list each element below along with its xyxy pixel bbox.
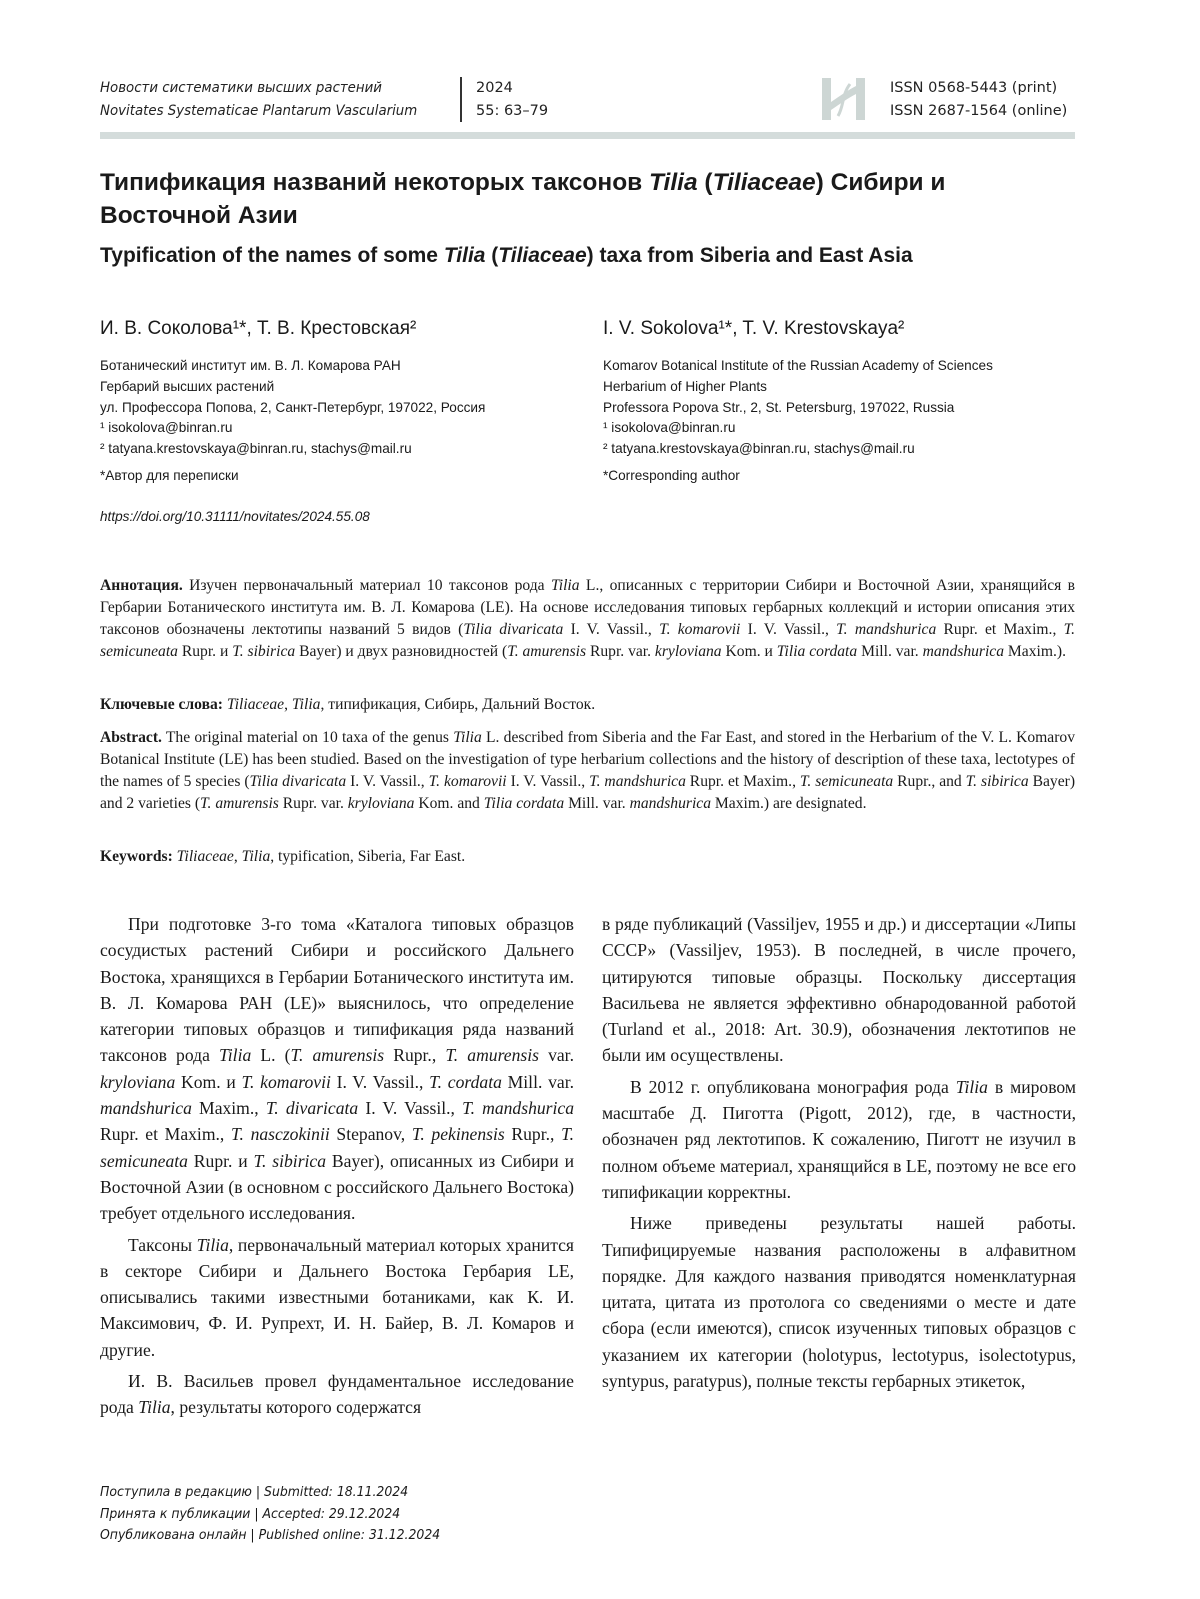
accepted-date: Принята к публикации | Accepted: 29.12.2024 [100,1506,401,1522]
keywords-en [100,846,1075,868]
email-link[interactable]: ² tatyana.krestovskaya@binran.ru, stachys@mail.ru [603,441,915,457]
keywords-label: Ключевые слова: [100,696,223,713]
aff-line: Komarov Botanical Institute of the Russian Academy of Sciences [603,358,993,373]
volume-pages: 55: 63–79 [476,103,549,119]
doi-link[interactable]: https://doi.org/10.31111/novitates/2024.55.08 [100,509,370,524]
issn [890,77,1067,123]
taxon-name: T. semicuneata [100,621,1076,660]
taxon-name: kryloviana [654,643,722,660]
taxon-name: Tilia [443,244,486,267]
keywords-ru [100,694,1075,716]
journal-name [100,77,417,123]
title-ru: Типификация названий некоторых таксонов Tilia (Tiliaceae) Сибири и Восточной Азии [100,169,946,229]
issn-online: ISSN 2687-1564 (online) [890,103,1068,119]
paragraph: В 2012 г. опубликована монография рода Tilia в мировом масштабе Д. Пиготта (Pigott, 2012), где, в частности, обозначен ряд лектотипов. К сожалению, Пиготт не изучил в полном объеме материал, хранящийся в LE, поэтому не все его типификации корректны. [602,1076,1076,1202]
taxon-name: mandshurica [922,643,1005,660]
aff-line: Herbarium of Higher Plants [603,378,767,394]
affiliation-ru [100,356,485,487]
email-link[interactable]: ¹ isokolova@binran.ru [100,420,233,436]
paragraph: Таксоны Tilia, первоначальный материал которых хранится в секторе Сибири и Дальнего Востока Гербария LE, описывались такими известными ботаниками, как К. И. Максимович, Ф. И. Рупрехт, И. Н. Байер, В. Л. Комаров и другие. [100,1234,575,1360]
taxon-name: Tilia [291,696,321,713]
taxon-name: T. amurensis [445,1045,539,1066]
taxon-name: Tiliaceae [176,848,234,865]
taxon-name: Tilia [196,1234,229,1255]
aff-line: Ботанический институт им. В. Л. Комарова РАН [100,358,401,373]
paragraph: И. В. Васильев провел фундаментальное исследование рода Tilia, результаты которого содержатся [100,1371,574,1418]
title-en: Typification of the names of some Tilia (Tiliaceae) taxa from Siberia and East Asia [100,244,913,267]
taxon-name: Tilia [138,1397,171,1418]
taxon-name: Tilia [241,848,271,865]
taxon-name: mandshurica [629,795,712,812]
email-link[interactable]: ¹ isokolova@binran.ru [603,420,736,436]
taxon-name: Tilia [453,729,482,746]
submitted-date: Поступила в редакцию | Submitted: 18.11.2024 [100,1485,409,1500]
body-column-right [602,911,1076,1399]
taxon-name: T. amurensis [290,1045,385,1066]
taxon-name: T. cordata [429,1071,502,1092]
authors-en: I. V. Sokolova¹*, T. V. Krestovskaya² [603,318,905,339]
header-divider [460,77,462,122]
paragraph: Ниже приведены результаты нашей работы. Типифицируемые названия расположены в алфавитном порядке. Для каждого названия приводятся номенклатурная цитата, цитата из протолога со сведениями о месте и дате сбора (если имеются), список изученных типовых образцов с указанием их категории (holotypus, lectotypus, isolectotypus, syntypus, paratypus), полные тексты гербарных этикеток, [602,1213,1076,1392]
abstract-text: Изучен первоначальный материал 10 таксонов рода Tilia L., описанных с территории Сибири и Восточной Азии, хранящийся в Гербарии Ботанического института им. В. Л. Комарова (LE). На основе исследования типовых гербарных коллекций и истории описания этих таксонов обозначены лектотипы названий 5 видов (Tilia divaricata I. V. Vassil., T. komarovii I. V. Vassil., T. mandshurica Rupr. et Maxim., T. semicuneata Rupr. и T. sibirica Bayer) и двух разновидностей (T. amurensis Rupr. var. kryloviana Kom. и Tilia cordata Mill. var. mandshurica Maxim.). [100,577,1076,660]
corresponding-note: *Автор для переписки [100,467,239,483]
taxon-name: T. semicuneata [100,1124,574,1171]
journal-name-ru: Новости систематики высших растений [100,80,382,96]
taxon-name: T. mandshurica [589,773,686,790]
abstract-label: Аннотация. [100,577,183,594]
taxon-name: T. nasczokinii [231,1124,330,1145]
journal-name-la: Novitates Systematicae Plantarum Vascularium [100,103,418,119]
taxon-name: T. mandshurica [836,621,937,638]
taxon-name: Tiliaceae [226,696,285,713]
taxon-name: T. sibirica [253,1150,327,1171]
taxon-name: T. amurensis [200,795,279,812]
taxon-name: T. sibirica [965,773,1029,790]
published-date: Опубликована онлайн | Published online: 31.12.2024 [100,1528,441,1543]
taxon-name: Tiliaceae [712,169,816,196]
keywords-text: Tiliaceae, Tilia, типификация, Сибирь, Дальний Восток. [226,696,596,713]
abstract-en [100,727,1075,815]
issue-info [476,77,548,123]
email-link[interactable]: ² tatyana.krestovskaya@binran.ru, stachys@mail.ru [100,441,412,457]
taxon-name: Tilia cordata [483,795,565,812]
taxon-name: Tilia [955,1076,988,1097]
issn-print: ISSN 0568-5443 (print) [890,80,1058,96]
taxon-name: Tilia divaricata [463,621,564,638]
affiliation-en [603,356,993,487]
taxon-name: mandshurica [100,1098,192,1119]
corresponding-note: *Corresponding author [603,467,740,483]
taxon-name: T. pekinensis [411,1124,505,1145]
aff-line: Гербарий высших растений [100,378,275,394]
taxon-name: Tilia [550,577,580,594]
taxon-name: Tilia [218,1045,252,1066]
taxon-name: kryloviana [347,795,415,812]
header-rule [100,132,1075,139]
aff-line: Professora Popova Str., 2, St. Petersburg, 197022, Russia [603,399,955,415]
taxon-name: Tiliaceae [498,244,587,267]
body-column-left [100,911,574,1426]
taxon-name: T. mandshurica [462,1098,575,1119]
abstract-ru [100,575,1075,663]
taxon-name: T. semicuneata [799,773,894,790]
keywords-text: Tiliaceae, Tilia, typification, Siberia, Far East. [176,848,466,865]
submission-dates [100,1482,440,1547]
keywords-label: Keywords: [100,848,173,865]
paragraph: в ряде публикаций (Vassiljev, 1955 и др.) и диссертации «Липы СССР» (Vassiljev, 1953). В последней, в числе прочего, цитируются типовые образцы. Поскольку диссертация Васильева не является эффективно обнародованной работой (Turland et al., 2018: Art. 30.9), обозначения лектотипов не были им осуществлены. [602,914,1076,1066]
authors-ru: И. В. Соколова¹*, Т. В. Крестовская² [100,318,417,339]
taxon-name: T. divaricata [265,1098,359,1119]
aff-line: ул. Профессора Попова, 2, Санкт-Петербург, 197022, Россия [100,399,486,415]
taxon-name: Tilia divaricata [249,773,347,790]
paragraph: При подготовке 3-го тома «Каталога типовых образцов сосудистых растений Сибири и российского Дальнего Востока, хранящихся в Гербарии Ботанического института им. В. Л. Комарова РАН (LE)» выяснилось, что определение категории типовых образцов и типификация ряда названий таксонов рода Tilia L. (T. amurensis Rupr., T. amurensis var. kryloviana Kom. и T. komarovii I. V. Vassil., T. cordata Mill. var. mandshurica Maxim., T. divaricata I. V. Vassil., T. mandshurica Rupr. et Maxim., T. nasczokinii Stepanov, T. pekinensis Rupr., T. semicuneata Rupr. и T. sibirica Bayer), описанных из Сибири и Восточной Азии (в основном с российского Дальнего Востока) требует отдельного исследования. [100,914,575,1224]
taxon-name: T. komarovii [241,1071,331,1092]
journal-logo-icon [818,76,870,122]
taxon-name: T. komarovii [659,621,741,638]
abstract-text: The original material on 10 taxa of the genus Tilia L. described from Siberia and the Far East, and stored in the Herbarium of the V. L. Komarov Botanical Institute (LE) has been studied. Based on the investigation of type herbarium collections and the history of description of these taxa, lectotypes of the names of 5 species (Tilia divaricata I. V. Vassil., T. komarovii I. V. Vassil., T. mandshurica Rupr. et Maxim., T. semicuneata Rupr., and T. sibirica Bayer) and 2 varieties (T. amurensis Rupr. var. kryloviana Kom. and Tilia cordata Mill. var. mandshurica Maxim.) are designated. [100,729,1076,812]
taxon-name: T. amurensis [507,643,587,660]
year: 2024 [476,80,513,96]
taxon-name: T. sibirica [232,643,296,660]
taxon-name: T. komarovii [428,773,507,790]
taxon-name: kryloviana [100,1071,176,1092]
abstract-label: Abstract. [100,729,162,746]
taxon-name: Tilia [649,169,698,196]
taxon-name: Tilia cordata [776,643,858,660]
